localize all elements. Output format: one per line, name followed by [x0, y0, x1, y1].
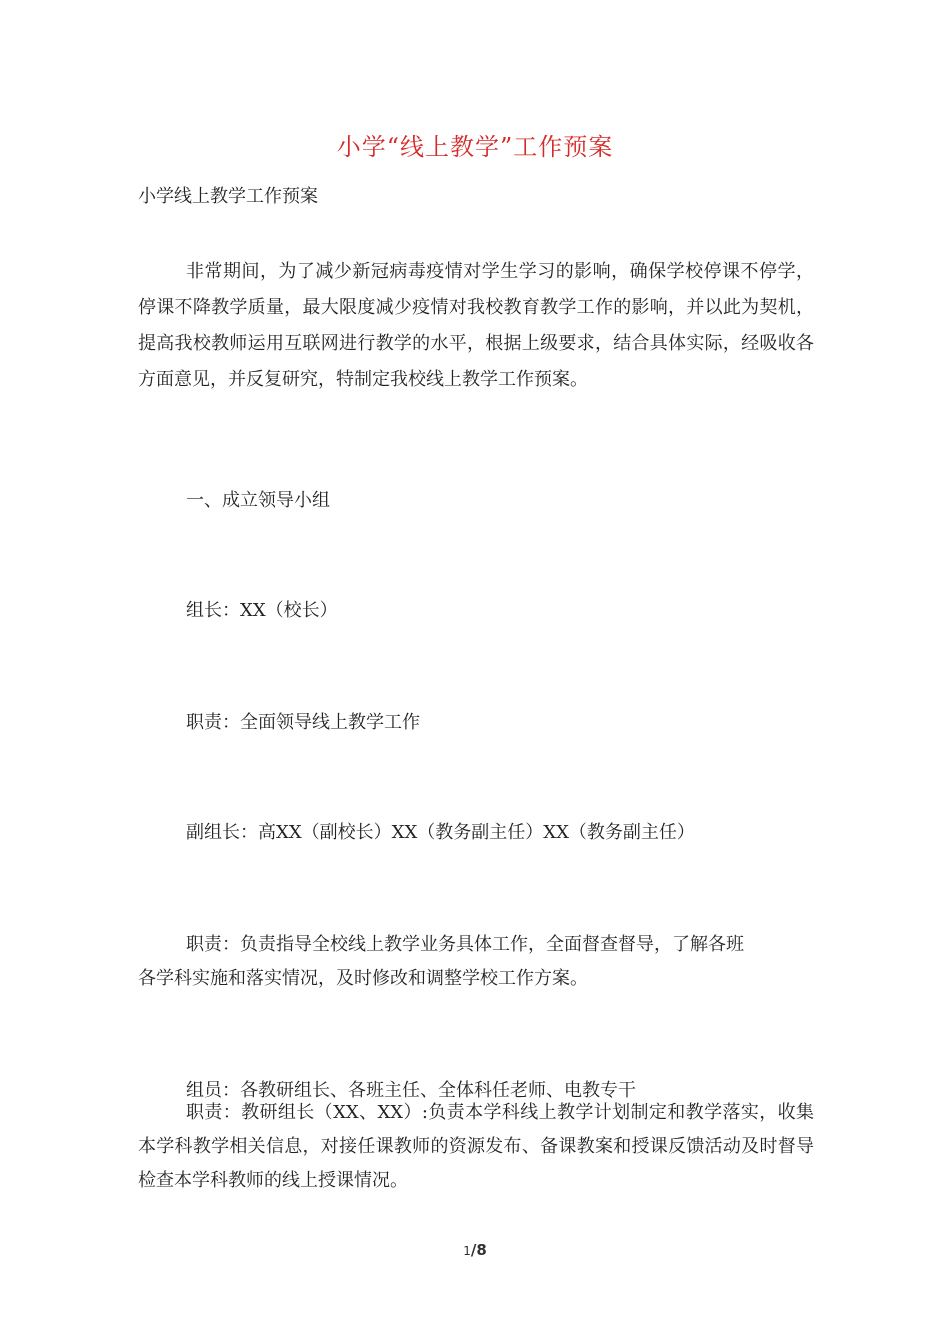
leader-line: 组长：XX（校长） — [186, 600, 338, 621]
deputy-duty-line1: 职责：负责指导全校线上教学业务具体工作，全面督查督导，了解各班 — [186, 934, 744, 955]
page-total: /8 — [470, 1241, 487, 1259]
deputy-duty-line2: 各学科实施和落实情况，及时修改和调整学校工作方案。 — [138, 968, 588, 989]
leader-duty-line: 职责：全面领导线上教学工作 — [186, 712, 420, 733]
document-title: 小学“线上教学”工作预案 — [336, 133, 614, 161]
intro-paragraph: 非常期间，为了减少新冠病毒疫情对学生学习的影响，确保学校停课不停学，停课不降教学质量，最大限度减少疫情对我校教育教学工作的影响，并以此为契机，提高我校教师运用互联网进行教学的水平，根据上级要求，结合具体实际，经吸收各方面意见，并反复研究，特制定我校线上教学工作预案。 — [138, 261, 814, 390]
members-duty-paragraph: 职责：教研组长（XX、XX）:负责本学科线上教学计划制定和教学落实，收集本学科教学相关信息，对接任课教师的资源发布、备课教案和授课反馈活动及时督导检查本学科教师的线上授课情况。 — [138, 1102, 814, 1191]
deputy-line: 副组长：高XX（副校长）XX（教务副主任）XX（教务副主任） — [186, 822, 695, 843]
page-current: 1 — [463, 1244, 471, 1258]
section-heading: 一、成立领导小组 — [186, 490, 330, 511]
page-number — [0, 1242, 950, 1259]
members-line: 组员：各教研组长、各班主任、全体科任老师、电教专干 — [186, 1080, 636, 1101]
document-subtitle: 小学线上教学工作预案 — [138, 186, 318, 207]
